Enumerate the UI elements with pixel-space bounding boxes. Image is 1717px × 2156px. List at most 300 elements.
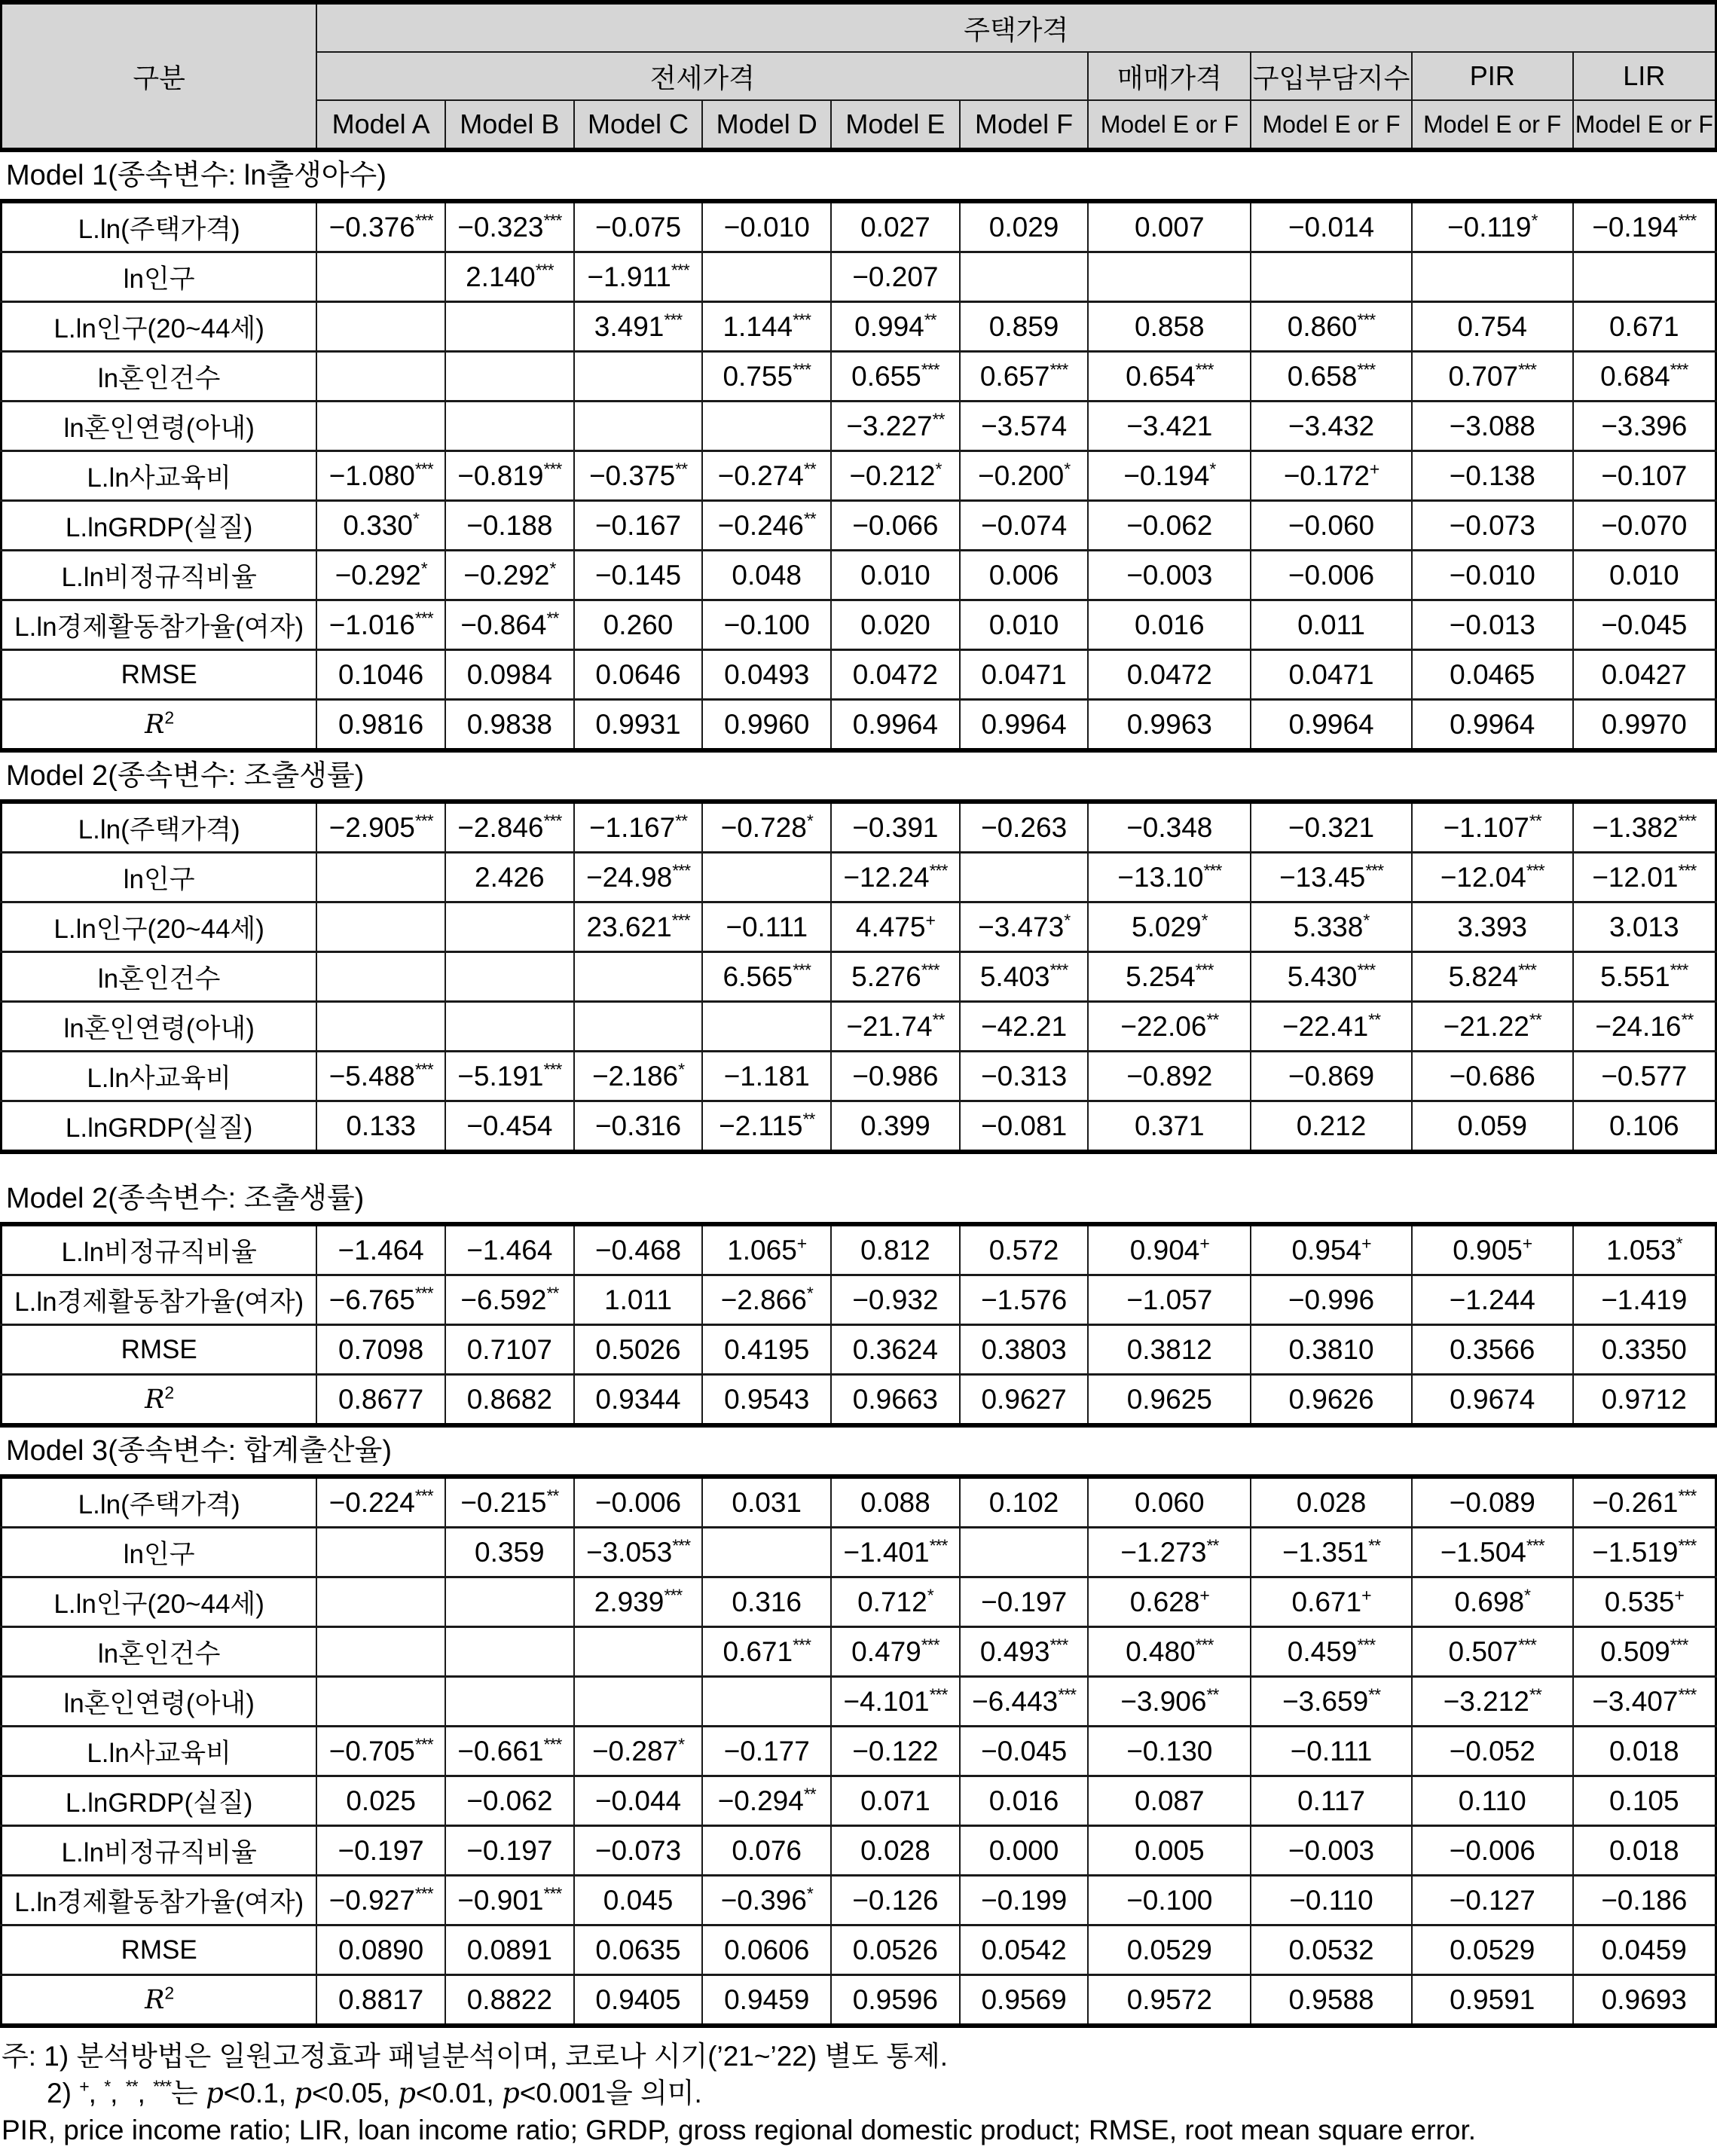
value-cell: −24.16** bbox=[1573, 1002, 1716, 1052]
value-cell: 0.8822 bbox=[445, 1975, 574, 2026]
value-cell: −0.066 bbox=[831, 501, 960, 551]
value-cell: 0.572 bbox=[960, 1224, 1089, 1275]
value-cell: 0.0526 bbox=[831, 1925, 960, 1975]
value-cell: 0.076 bbox=[702, 1826, 831, 1876]
value-cell: 0.0635 bbox=[574, 1925, 703, 1975]
table-row bbox=[2, 853, 1716, 902]
value-cell: −1.351** bbox=[1251, 1528, 1412, 1577]
value-cell bbox=[445, 902, 574, 952]
value-cell: −0.323*** bbox=[445, 201, 574, 252]
header-housing-price: 주택가격 bbox=[316, 2, 1715, 52]
value-cell: −0.869 bbox=[1251, 1052, 1412, 1101]
value-cell: 6.565*** bbox=[702, 952, 831, 1002]
value-cell: 5.338* bbox=[1251, 902, 1412, 952]
value-cell: 0.9625 bbox=[1088, 1375, 1251, 1426]
header-pir: PIR bbox=[1412, 52, 1573, 100]
row-label: L.ln인구(20~44세) bbox=[2, 302, 317, 352]
table-row bbox=[2, 302, 1716, 352]
header-model-c: Model C bbox=[574, 100, 703, 150]
value-cell: 0.658*** bbox=[1251, 352, 1412, 402]
value-cell: −12.04*** bbox=[1412, 853, 1573, 902]
value-cell: 23.621*** bbox=[574, 902, 703, 952]
value-cell bbox=[445, 1627, 574, 1677]
value-cell: 0.671+ bbox=[1251, 1577, 1412, 1627]
row-label: L.ln비정규직비율 bbox=[2, 1224, 317, 1275]
value-cell: −0.100 bbox=[702, 600, 831, 650]
row-label: L.ln(주택가격) bbox=[2, 802, 317, 853]
value-cell: 0.654*** bbox=[1088, 352, 1251, 402]
value-cell: −1.576 bbox=[960, 1275, 1089, 1325]
table-row bbox=[2, 1925, 1716, 1975]
value-cell: −5.191*** bbox=[445, 1052, 574, 1101]
value-cell: 0.0471 bbox=[960, 650, 1089, 700]
row-label: $R^2$ bbox=[2, 700, 317, 751]
value-cell: 5.551*** bbox=[1573, 952, 1716, 1002]
value-cell: −0.376*** bbox=[316, 201, 445, 252]
value-cell: 0.102 bbox=[960, 1477, 1089, 1528]
row-label: $R^2$ bbox=[2, 1375, 317, 1426]
value-cell: −1.519*** bbox=[1573, 1528, 1716, 1577]
value-cell: 0.9596 bbox=[831, 1975, 960, 2026]
value-cell: −0.197 bbox=[316, 1826, 445, 1876]
significance-symbol: *** bbox=[153, 2076, 172, 2096]
value-cell: 0.755*** bbox=[702, 352, 831, 402]
value-cell bbox=[316, 352, 445, 402]
value-cell: −0.110 bbox=[1251, 1876, 1412, 1925]
value-cell: 0.0427 bbox=[1573, 650, 1716, 700]
table-row bbox=[2, 1826, 1716, 1876]
value-cell: −0.287* bbox=[574, 1727, 703, 1776]
row-label: L.ln사교육비 bbox=[2, 451, 317, 501]
value-cell: −24.98*** bbox=[574, 853, 703, 902]
value-cell: 0.059 bbox=[1412, 1101, 1573, 1153]
value-cell: 0.105 bbox=[1573, 1776, 1716, 1826]
value-cell bbox=[1573, 252, 1716, 302]
value-cell bbox=[316, 902, 445, 952]
value-cell: 3.013 bbox=[1573, 902, 1716, 952]
value-cell bbox=[316, 402, 445, 451]
row-label: L.ln경제활동참가율(여자) bbox=[2, 1275, 317, 1325]
value-cell: −0.901*** bbox=[445, 1876, 574, 1925]
value-cell: 0.371 bbox=[1088, 1101, 1251, 1153]
results-table-section bbox=[0, 1222, 1717, 1428]
value-cell: 0.110 bbox=[1412, 1776, 1573, 1826]
value-cell: −3.407*** bbox=[1573, 1677, 1716, 1727]
value-cell: 5.430*** bbox=[1251, 952, 1412, 1002]
value-cell bbox=[316, 302, 445, 352]
value-cell: 0.045 bbox=[574, 1876, 703, 1925]
row-label: ln혼인연령(아내) bbox=[2, 402, 317, 451]
value-cell: −0.006 bbox=[1251, 551, 1412, 600]
value-cell: 0.9543 bbox=[702, 1375, 831, 1426]
value-cell: 0.088 bbox=[831, 1477, 960, 1528]
value-cell: 0.3803 bbox=[960, 1325, 1089, 1375]
header-model-f: Model F bbox=[960, 100, 1089, 150]
value-cell: 0.509*** bbox=[1573, 1627, 1716, 1677]
value-cell: −13.10*** bbox=[1088, 853, 1251, 902]
value-cell: −2.115** bbox=[702, 1101, 831, 1153]
value-cell: 0.698* bbox=[1412, 1577, 1573, 1627]
value-cell bbox=[702, 252, 831, 302]
value-cell bbox=[445, 1002, 574, 1052]
value-cell: 0.9963 bbox=[1088, 700, 1251, 751]
value-cell: −6.765*** bbox=[316, 1275, 445, 1325]
value-cell: 0.133 bbox=[316, 1101, 445, 1153]
value-cell: 0.480*** bbox=[1088, 1627, 1251, 1677]
value-cell: −0.013 bbox=[1412, 600, 1573, 650]
value-cell: −0.172+ bbox=[1251, 451, 1412, 501]
value-cell: −1.167** bbox=[574, 802, 703, 853]
header-lir: LIR bbox=[1573, 52, 1716, 100]
value-cell: −0.316 bbox=[574, 1101, 703, 1153]
value-cell: −1.419 bbox=[1573, 1275, 1716, 1325]
value-cell: 0.9970 bbox=[1573, 700, 1716, 751]
value-cell: 0.106 bbox=[1573, 1101, 1716, 1153]
value-cell: 1.065+ bbox=[702, 1224, 831, 1275]
value-cell: 0.018 bbox=[1573, 1826, 1716, 1876]
value-cell: 2.426 bbox=[445, 853, 574, 902]
table-row bbox=[2, 1224, 1716, 1275]
results-table-section bbox=[0, 199, 1717, 753]
row-label: L.ln경제활동참가율(여자) bbox=[2, 600, 317, 650]
value-cell: −0.705*** bbox=[316, 1727, 445, 1776]
value-cell: 0.684*** bbox=[1573, 352, 1716, 402]
value-cell: 0.671*** bbox=[702, 1627, 831, 1677]
table-notes bbox=[0, 2028, 1717, 2156]
header-model-a: Model A bbox=[316, 100, 445, 150]
value-cell: −2.846*** bbox=[445, 802, 574, 853]
value-cell bbox=[960, 252, 1089, 302]
value-cell: −12.24*** bbox=[831, 853, 960, 902]
row-label: ln혼인건수 bbox=[2, 952, 317, 1002]
value-cell: 0.028 bbox=[1251, 1477, 1412, 1528]
value-cell: −1.401*** bbox=[831, 1528, 960, 1577]
value-cell bbox=[445, 952, 574, 1002]
value-cell: 0.905+ bbox=[1412, 1224, 1573, 1275]
value-cell: 0.117 bbox=[1251, 1776, 1412, 1826]
value-cell: 0.9838 bbox=[445, 700, 574, 751]
value-cell: −1.464 bbox=[445, 1224, 574, 1275]
table-row bbox=[2, 650, 1716, 700]
table-row bbox=[2, 1002, 1716, 1052]
value-cell bbox=[316, 252, 445, 302]
table-row bbox=[2, 1325, 1716, 1375]
value-cell: −0.194*** bbox=[1573, 201, 1716, 252]
value-cell: 0.0606 bbox=[702, 1925, 831, 1975]
value-cell bbox=[702, 1677, 831, 1727]
table-row bbox=[2, 1577, 1716, 1627]
value-cell: 5.029* bbox=[1088, 902, 1251, 952]
value-cell: 0.860*** bbox=[1251, 302, 1412, 352]
value-cell: −0.261*** bbox=[1573, 1477, 1716, 1528]
table-row bbox=[2, 451, 1716, 501]
significance-symbol: ** bbox=[125, 2076, 138, 2096]
value-cell: 0.9626 bbox=[1251, 1375, 1412, 1426]
table-row bbox=[2, 402, 1716, 451]
row-label: L.ln비정규직비율 bbox=[2, 551, 317, 600]
value-cell: −0.075 bbox=[574, 201, 703, 252]
value-cell: 0.9627 bbox=[960, 1375, 1089, 1426]
value-cell: 0.0472 bbox=[831, 650, 960, 700]
value-cell: 0.8677 bbox=[316, 1375, 445, 1426]
value-cell: 0.9712 bbox=[1573, 1375, 1716, 1426]
value-cell: −4.101*** bbox=[831, 1677, 960, 1727]
value-cell: 0.479*** bbox=[831, 1627, 960, 1677]
value-cell: −22.41** bbox=[1251, 1002, 1412, 1052]
value-cell bbox=[702, 402, 831, 451]
value-cell: −0.292* bbox=[445, 551, 574, 600]
value-cell: 0.060 bbox=[1088, 1477, 1251, 1528]
value-cell: −1.273** bbox=[1088, 1528, 1251, 1577]
row-label: ln혼인건수 bbox=[2, 352, 317, 402]
value-cell: 0.9459 bbox=[702, 1975, 831, 2026]
value-cell bbox=[574, 352, 703, 402]
value-cell: −0.044 bbox=[574, 1776, 703, 1826]
value-cell: 0.010 bbox=[1573, 551, 1716, 600]
value-cell: −0.197 bbox=[960, 1577, 1089, 1627]
value-cell: 0.9572 bbox=[1088, 1975, 1251, 2026]
value-cell bbox=[445, 352, 574, 402]
table-row bbox=[2, 600, 1716, 650]
value-cell: −0.246** bbox=[702, 501, 831, 551]
section-label: Model 3(종속변수: 합계출산율) bbox=[0, 1428, 1717, 1474]
value-cell: −2.186* bbox=[574, 1052, 703, 1101]
value-cell: −0.294** bbox=[702, 1776, 831, 1826]
value-cell: −21.22** bbox=[1412, 1002, 1573, 1052]
value-cell bbox=[316, 1577, 445, 1627]
value-cell: 5.824*** bbox=[1412, 952, 1573, 1002]
table-row bbox=[2, 1275, 1716, 1325]
row-label: ln인구 bbox=[2, 252, 317, 302]
value-cell: 0.016 bbox=[1088, 600, 1251, 650]
value-cell: 5.403*** bbox=[960, 952, 1089, 1002]
value-cell: −3.574 bbox=[960, 402, 1089, 451]
value-cell: 0.9964 bbox=[1251, 700, 1412, 751]
value-cell: −0.177 bbox=[702, 1727, 831, 1776]
value-cell: −0.130 bbox=[1088, 1727, 1251, 1776]
value-cell: −13.45*** bbox=[1251, 853, 1412, 902]
value-cell: −0.197 bbox=[445, 1826, 574, 1876]
value-cell: −1.382*** bbox=[1573, 802, 1716, 853]
value-cell: 0.9960 bbox=[702, 700, 831, 751]
value-cell: 0.9816 bbox=[316, 700, 445, 751]
row-label: L.lnGRDP(실질) bbox=[2, 1101, 317, 1153]
value-cell: −0.454 bbox=[445, 1101, 574, 1153]
value-cell: −0.119* bbox=[1412, 201, 1573, 252]
value-cell: 0.7098 bbox=[316, 1325, 445, 1375]
value-cell: 0.9588 bbox=[1251, 1975, 1412, 2026]
value-cell: −0.274** bbox=[702, 451, 831, 501]
table-row bbox=[2, 551, 1716, 600]
row-label: L.ln경제활동참가율(여자) bbox=[2, 1876, 317, 1925]
value-cell: −0.819*** bbox=[445, 451, 574, 501]
row-label: RMSE bbox=[2, 650, 317, 700]
results-table-header bbox=[0, 0, 1717, 152]
value-cell: 0.020 bbox=[831, 600, 960, 650]
value-cell: 0.006 bbox=[960, 551, 1089, 600]
value-cell bbox=[316, 1002, 445, 1052]
value-cell: 0.011 bbox=[1251, 600, 1412, 650]
p-value-symbol: p bbox=[502, 2076, 520, 2109]
value-cell: −12.01*** bbox=[1573, 853, 1716, 902]
value-cell: 0.8817 bbox=[316, 1975, 445, 2026]
value-cell bbox=[960, 853, 1089, 902]
value-cell: −0.188 bbox=[445, 501, 574, 551]
value-cell: −1.080*** bbox=[316, 451, 445, 501]
value-cell: −0.010 bbox=[702, 201, 831, 252]
value-cell bbox=[316, 1677, 445, 1727]
value-cell bbox=[702, 853, 831, 902]
value-cell: −0.199 bbox=[960, 1876, 1089, 1925]
results-table-section bbox=[0, 1474, 1717, 2028]
header-row-1 bbox=[2, 2, 1716, 52]
value-cell: −1.504*** bbox=[1412, 1528, 1573, 1577]
p-value-symbol: p bbox=[206, 2076, 224, 2109]
table-row bbox=[2, 352, 1716, 402]
value-cell bbox=[702, 1002, 831, 1052]
table-row bbox=[2, 1052, 1716, 1101]
value-cell: 3.491*** bbox=[574, 302, 703, 352]
section-label: Model 2(종속변수: 조출생률) bbox=[0, 1175, 1717, 1222]
value-cell: 5.254*** bbox=[1088, 952, 1251, 1002]
value-cell bbox=[316, 1528, 445, 1577]
value-cell: −0.728* bbox=[702, 802, 831, 853]
value-cell: 0.212 bbox=[1251, 1101, 1412, 1153]
table-row bbox=[2, 1375, 1716, 1426]
value-cell: −0.194* bbox=[1088, 451, 1251, 501]
value-cell: 0.260 bbox=[574, 600, 703, 650]
table-row bbox=[2, 1677, 1716, 1727]
value-cell: −1.464 bbox=[316, 1224, 445, 1275]
value-cell: −2.905*** bbox=[316, 802, 445, 853]
value-cell: 0.657*** bbox=[960, 352, 1089, 402]
value-cell: −1.016*** bbox=[316, 600, 445, 650]
value-cell: −6.592** bbox=[445, 1275, 574, 1325]
value-cell: −22.06** bbox=[1088, 1002, 1251, 1052]
value-cell: −0.391 bbox=[831, 802, 960, 853]
value-cell: −0.263 bbox=[960, 802, 1089, 853]
header-model-ef-pir: Model E or F bbox=[1412, 100, 1573, 150]
value-cell: −0.313 bbox=[960, 1052, 1089, 1101]
value-cell: 0.028 bbox=[831, 1826, 960, 1876]
header-model-e: Model E bbox=[831, 100, 960, 150]
value-cell: 0.954+ bbox=[1251, 1224, 1412, 1275]
value-cell: −0.200* bbox=[960, 451, 1089, 501]
table-row bbox=[2, 952, 1716, 1002]
value-cell: 0.9964 bbox=[960, 700, 1089, 751]
table-row bbox=[2, 1975, 1716, 2026]
value-cell bbox=[574, 1002, 703, 1052]
value-cell: −0.062 bbox=[1088, 501, 1251, 551]
value-cell: −1.057 bbox=[1088, 1275, 1251, 1325]
value-cell: −0.010 bbox=[1412, 551, 1573, 600]
value-cell: −1.107** bbox=[1412, 802, 1573, 853]
value-cell: 0.316 bbox=[702, 1577, 831, 1627]
value-cell: 0.0459 bbox=[1573, 1925, 1716, 1975]
value-cell: −0.006 bbox=[1412, 1826, 1573, 1876]
value-cell: −0.686 bbox=[1412, 1052, 1573, 1101]
note-line-1: 주: 1) 분석방법은 일원고정효과 패널분석이며, 코로나 시기(’21~’22) 별도 통제. bbox=[2, 2041, 949, 2072]
row-label: L.ln사교육비 bbox=[2, 1727, 317, 1776]
value-cell bbox=[316, 1627, 445, 1677]
value-cell: 0.0542 bbox=[960, 1925, 1089, 1975]
value-cell: −3.227** bbox=[831, 402, 960, 451]
header-gubun: 구분 bbox=[2, 2, 317, 150]
value-cell: 0.0529 bbox=[1412, 1925, 1573, 1975]
value-cell: 0.535+ bbox=[1573, 1577, 1716, 1627]
table-row bbox=[2, 902, 1716, 952]
value-cell: 0.9964 bbox=[1412, 700, 1573, 751]
table-row bbox=[2, 1528, 1716, 1577]
table-row bbox=[2, 700, 1716, 751]
value-cell: −0.996 bbox=[1251, 1275, 1412, 1325]
row-label: ln혼인연령(아내) bbox=[2, 1002, 317, 1052]
value-cell: −3.659** bbox=[1251, 1677, 1412, 1727]
value-cell: −0.070 bbox=[1573, 501, 1716, 551]
table-sections bbox=[0, 152, 1717, 2028]
value-cell: −0.167 bbox=[574, 501, 703, 551]
header-guip: 구입부담지수 bbox=[1251, 52, 1412, 100]
row-label: RMSE bbox=[2, 1925, 317, 1975]
p-value-symbol: p bbox=[398, 2076, 416, 2109]
value-cell: 0.3812 bbox=[1088, 1325, 1251, 1375]
value-cell: −0.224*** bbox=[316, 1477, 445, 1528]
significance-symbol: * bbox=[104, 2076, 111, 2096]
row-label: L.ln비정규직비율 bbox=[2, 1826, 317, 1876]
row-label: L.ln(주택가격) bbox=[2, 1477, 317, 1528]
value-cell: −0.003 bbox=[1251, 1826, 1412, 1876]
value-cell: 0.858 bbox=[1088, 302, 1251, 352]
table-row bbox=[2, 201, 1716, 252]
value-cell: −3.396 bbox=[1573, 402, 1716, 451]
value-cell: 0.0471 bbox=[1251, 650, 1412, 700]
header-jeonse: 전세가격 bbox=[316, 52, 1088, 100]
value-cell: 0.1046 bbox=[316, 650, 445, 700]
value-cell: −0.089 bbox=[1412, 1477, 1573, 1528]
value-cell: 0.007 bbox=[1088, 201, 1251, 252]
significance-symbol: + bbox=[79, 2076, 89, 2096]
value-cell: 0.048 bbox=[702, 551, 831, 600]
row-label: ln인구 bbox=[2, 853, 317, 902]
value-cell bbox=[1088, 252, 1251, 302]
value-cell: −0.045 bbox=[960, 1727, 1089, 1776]
table-row bbox=[2, 252, 1716, 302]
header-model-ef-lir: Model E or F bbox=[1573, 100, 1716, 150]
value-cell: 0.031 bbox=[702, 1477, 831, 1528]
value-cell: 0.655*** bbox=[831, 352, 960, 402]
row-label: ln인구 bbox=[2, 1528, 317, 1577]
value-cell: 0.018 bbox=[1573, 1727, 1716, 1776]
value-cell: −42.21 bbox=[960, 1002, 1089, 1052]
value-cell bbox=[445, 402, 574, 451]
value-cell: −0.111 bbox=[1251, 1727, 1412, 1776]
value-cell: 0.712* bbox=[831, 1577, 960, 1627]
value-cell: 1.053* bbox=[1573, 1224, 1716, 1275]
value-cell: 0.9569 bbox=[960, 1975, 1089, 2026]
value-cell: 0.9405 bbox=[574, 1975, 703, 2026]
value-cell: 0.0472 bbox=[1088, 650, 1251, 700]
value-cell: 0.8682 bbox=[445, 1375, 574, 1426]
value-cell: 0.0493 bbox=[702, 650, 831, 700]
header-model-d: Model D bbox=[702, 100, 831, 150]
value-cell: 2.939*** bbox=[574, 1577, 703, 1627]
value-cell: −0.864** bbox=[445, 600, 574, 650]
value-cell: 0.0646 bbox=[574, 650, 703, 700]
row-label: ln혼인연령(아내) bbox=[2, 1677, 317, 1727]
value-cell: 0.010 bbox=[960, 600, 1089, 650]
value-cell: 0.0890 bbox=[316, 1925, 445, 1975]
value-cell: −3.212** bbox=[1412, 1677, 1573, 1727]
